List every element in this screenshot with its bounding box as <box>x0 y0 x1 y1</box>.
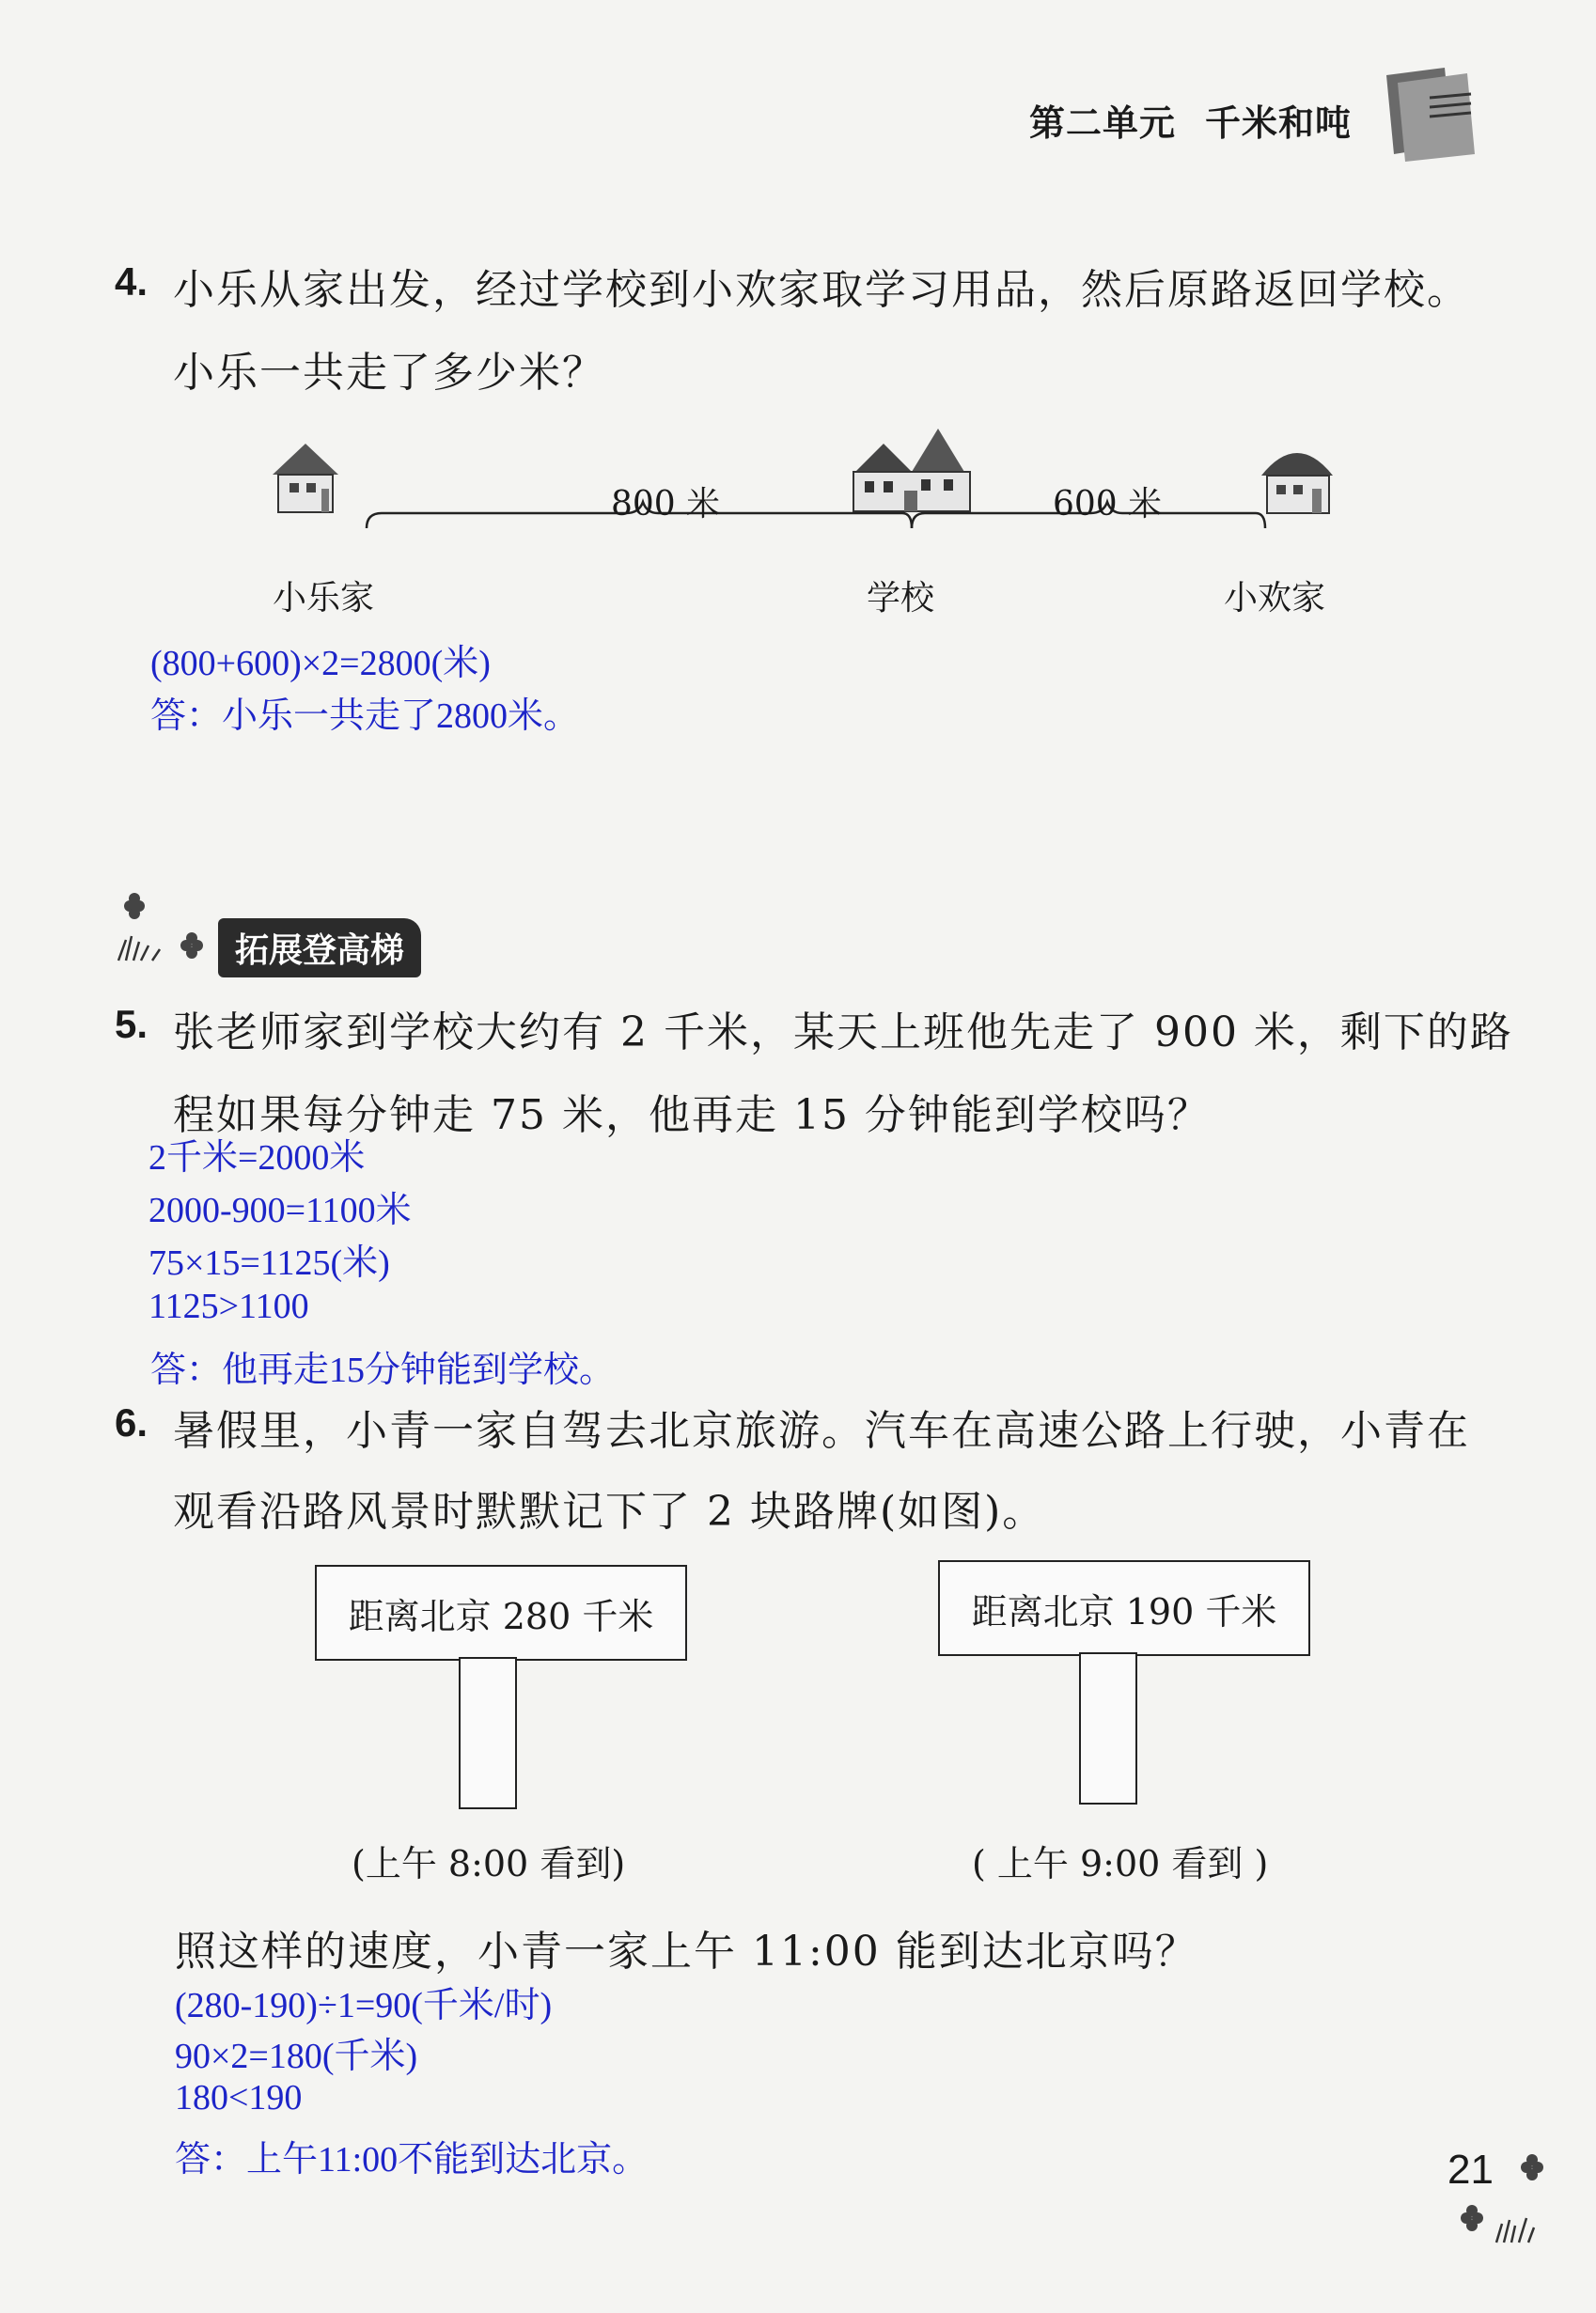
q6-answer-line3: 180<190 <box>175 2078 303 2118</box>
q5-text-line2: 程如果每分钟走 75 米，他再走 15 分钟能到学校吗？ <box>173 1091 1211 1139</box>
q6-answer-line1: (280-190)÷1=90(千米/时) <box>175 1986 553 2025</box>
q5-answer-line5: 答：他再走15分钟能到学校。 <box>150 1351 616 1390</box>
q5-answer-line1: 2千米=2000米 <box>149 1138 366 1178</box>
q4-distance-diagram <box>263 423 1391 564</box>
house-icon-right <box>1261 453 1333 513</box>
distance-right-label: 600 米 <box>1053 485 1163 524</box>
road-sign-2-caption: ( 上午 9:00 看到 ) <box>972 1843 1269 1884</box>
page-number: 21 <box>1447 2147 1494 2193</box>
q5-answer-line2: 2000-900=1100米 <box>149 1191 412 1230</box>
q4-text-line1: 小乐从家出发，经过学校到小欢家取学习用品，然后原路返回学校。 <box>173 266 1470 314</box>
q4-number: 4. <box>115 259 149 304</box>
q4-answer-line1: (800+600)×2=2800(米) <box>150 644 491 683</box>
distance-left-label: 800 米 <box>611 485 721 524</box>
q6-answer-line4: 答：上午11:00不能到达北京。 <box>175 2140 649 2180</box>
q5-answer-line4: 1125>1100 <box>149 1287 309 1326</box>
road-sign-1-text: 距离北京 280 千米 <box>348 1595 654 1637</box>
road-sign-1-post <box>459 1657 517 1809</box>
q6-text-line3: 照这样的速度，小青一家上午 11:00 能到达北京吗？ <box>175 1928 1198 1976</box>
q4-text-line2: 小乐一共走了多少米？ <box>173 349 605 397</box>
flower-grass-icon <box>111 893 214 968</box>
q4-answer-line2: 答：小乐一共走了2800米。 <box>150 696 580 736</box>
road-sign-2-board <box>938 1560 1310 1656</box>
q5-answer-line3: 75×15=1125(米) <box>149 1243 390 1283</box>
lesson-title: 千米和吨 <box>1205 102 1353 144</box>
notebook-icon <box>1377 64 1490 167</box>
flower-grass-footer-icon <box>1447 2152 1560 2256</box>
section-title-badge: 拓展登高梯 <box>218 918 421 977</box>
q5-text-line1: 张老师家到学校大约有 2 千米，某天上班他先走了 900 米，剩下的路 <box>173 1008 1513 1056</box>
house-icon-left <box>273 444 338 512</box>
road-sign-1-caption: (上午 8:00 看到) <box>352 1843 626 1884</box>
q6-text-line2: 观看沿路风景时默默记下了 2 块路牌(如图)。 <box>173 1488 1046 1536</box>
school-building-icon <box>853 429 970 511</box>
unit-title: 第二单元 <box>1029 102 1177 144</box>
q6-number: 6. <box>115 1400 149 1445</box>
road-sign-1-board <box>315 1565 687 1661</box>
q5-number: 5. <box>115 1002 149 1046</box>
label-xiaohuan-home: 小欢家 <box>1224 579 1326 617</box>
label-xiaole-home: 小乐家 <box>273 579 375 617</box>
road-sign-2-post <box>1079 1652 1137 1805</box>
q6-text-line1: 暑假里，小青一家自驾去北京旅游。汽车在高速公路上行驶，小青在 <box>173 1407 1470 1455</box>
label-school: 学校 <box>867 579 935 617</box>
road-sign-2-text: 距离北京 190 千米 <box>971 1590 1277 1633</box>
q6-answer-line2: 90×2=180(千米) <box>175 2037 418 2076</box>
